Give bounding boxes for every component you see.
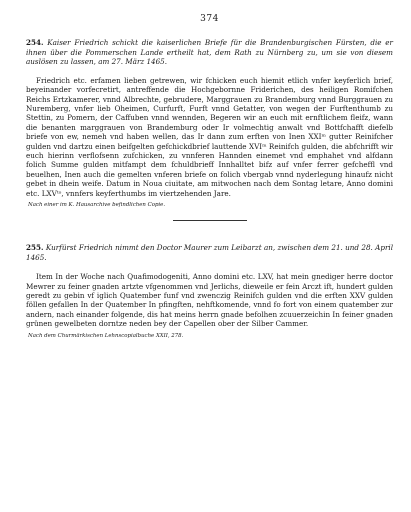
document-heading [26, 38, 393, 67]
document-heading-text: Kaiser Friedrich schickt die kaiserlichen Briefe für die Brandenburgischen Fürsten, die er ihnen über die Pommerschen Lande ertheilt hat, dem Rath zu Nürnberg zu, um sie von diesem auslösen zu lassen, am 27. März 1465. [26, 38, 393, 67]
document-number: 254. [26, 38, 44, 47]
document-source-note: Nach einer im K. Hausarchive befindlichen Copie. [28, 202, 166, 209]
document-254 [26, 38, 393, 208]
page-number: 374 [200, 14, 219, 24]
document-source-note: Nach dem Churmärkischen Lehnscopialbuche XXII, 278. [28, 332, 184, 339]
section-divider [173, 220, 247, 221]
document-255 [26, 243, 393, 339]
document-body: Friedrich etc. erfamen lieben getrewen, wir fchicken euch hiemit etlich vnfer keyferlich brief, beyeinander vorfecretirt, antreffende die Hochgebornne Friderichen, des heiligen Romifchen Reichs Ertzkamerer, vnnd Albrechte, gebrudere, Marggrauen zu Brandemburg vnnd Burggrauen zu Nuremberg, vnfer lieb Oheimen, Curfurft, Furft vnnd Getatter, von wegen der Furftenthumb zu Stettin, zu Pomern, der Caffuben vnnd wennden, Begeren wir an euch mit ernftlichem fleifz, wann die benanten marggrauen von Brandemburg oder Ir volmechtig anwalt vnd Bottfchafft diefelb briefe von ew, nemeh vnd haben wellen, das Ir dann zum erften von Inen XXIᵐ gutter Reinifcher gulden vnd dartzu einen beifgelten gefchickdbrief lauttende XVIᵐ Reinifch gulden, die abfchrifft wir euch hierinn verflofsenn zufchicken, zu vnnferen Hannden einemet vnd emphahet vnd alfdann folich Summe gulden mitfampt dem fchuldbrieff Innhalltet bifz auf vnfer ferrer gefcheffl vnd beuelhen, Inen auch die gemelten vnferen briefe on folich vbergab vnnd nyderlegung hinaufz nicht gebet in dhein weife. Datum in Noua ciuitate, am mitwochen nach dem Sontag letare, Anno domini etc. LXVᵗᵒ, vnnfers keyferthumbs im viertzehenden Jare. [26, 75, 393, 198]
document-heading-text: Kurfürst Friedrich nimmt den Doctor Maurer zum Leibarzt an, zwischen dem 21. und 28. April 1465. [26, 243, 393, 262]
document-number: 255. [26, 243, 44, 253]
document-body: Item In der Woche nach Quafimodogeniti, Anno domini etc. LXV, hat mein gnediger herre doctor Mewrer zu feiner gnaden artzte vfgenommen vnd Jerlichs, dieweile er fein Arczt ift, hundert gulden geredt zu gebin vf iglich Quatember funf vnd zwenczig Reinifch gulden vnd die erften XXV gulden föllen gefallen In der Quatember In pfingften, nehftkomende, vnnd fo fort von einem quatember zur andern, nach einander folgende, dis hat meins herrn gnade befolhen zcuuerzeichin In feiner gnaden grünen gewelbeten dorntze neden bey der Capellen ober der Silber Cammer. [26, 272, 393, 329]
document-heading [26, 243, 393, 262]
